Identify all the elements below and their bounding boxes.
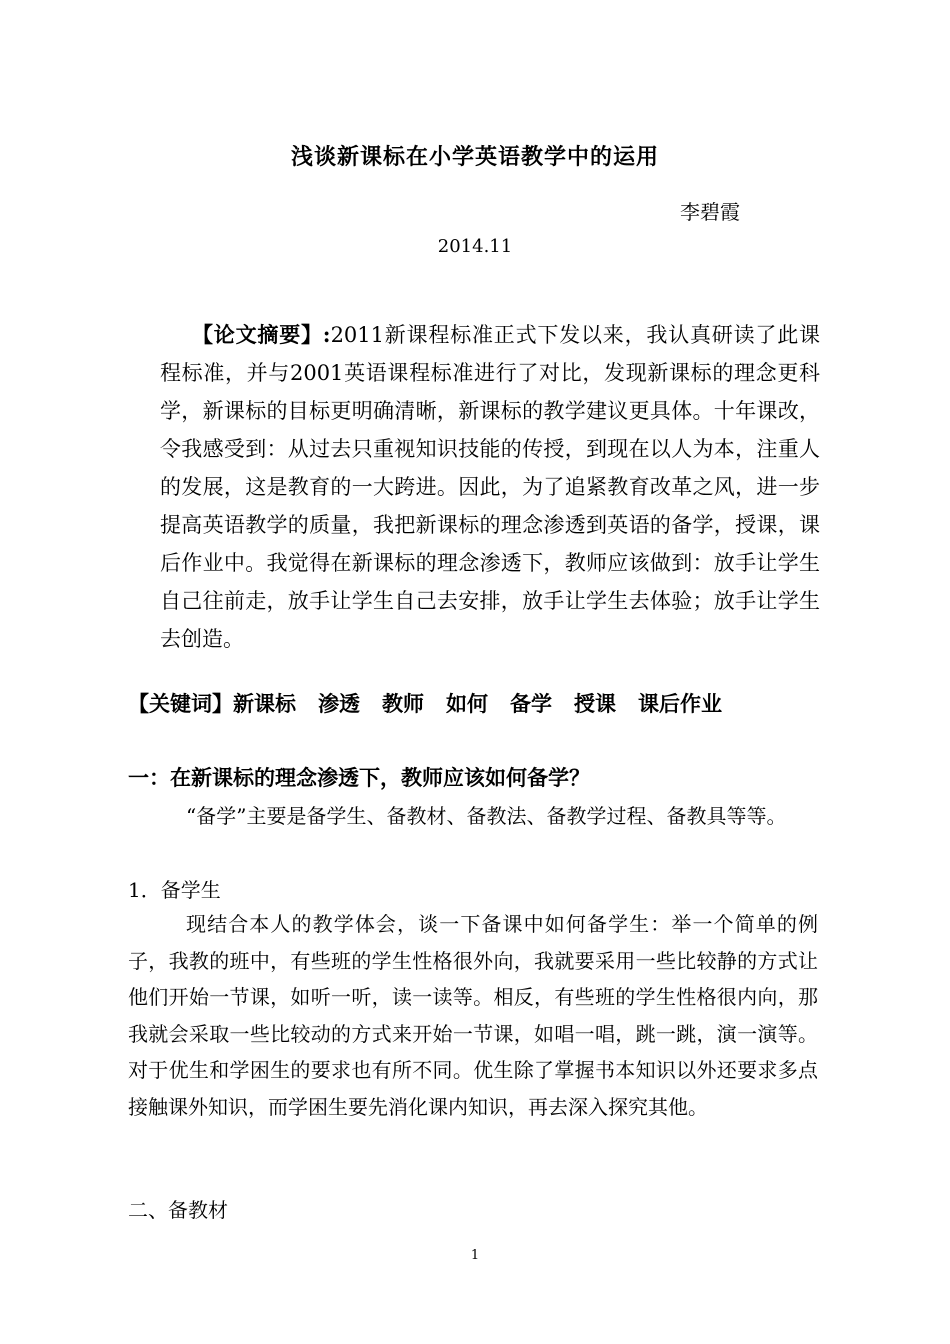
keyword: 教师 [382,691,424,716]
page-number: 1 [470,1248,480,1263]
keywords-label: 【关键词】 [128,691,233,716]
section-intro: “备学”主要是备学生、备教材、备教法、备教学过程、备教具等等。 [186,804,787,828]
keyword: 新课标 [233,691,296,716]
keyword: 如何 [446,691,488,716]
document-date: 2014.11 [437,236,513,257]
abstract-label: 【论文摘要】: [192,322,331,347]
subsection-paragraph: 现结合本人的教学体会，谈一下备课中如何备学生：举一个简单的例子，我教的班中，有些班的学生性格很外向，我就要采用一些比较静的方式让他们开始一节课，如听一听，读一读等。相反，有些班的学生性格很内向，那我就会采取一些比较动的方式来开始一节课，如唱一唱，跳一跳，演一演等。对于优生和学困生的要求也有所不同。优生除了掌握书本知识以外还要求多点接触课外知识，而学困生要先消化课内知识，再去深入探究其他。 [128,912,818,1119]
subsection-title: 1．备学生 [128,878,221,902]
abstract-text: 2011新课程标准正式下发以来，我认真研读了此课程标准，并与2001英语课程标准进行了对比，发现新课标的理念更科学，新课标的目标更明确清晰，新课标的教学建议更具体。十年课改，令我感受到：从过去只重视知识技能的传授，到现在以人为本，注重人的发展，这是教育的一大跨进。因此，为了追紧教育改革之风，进一步提高英语教学的质量，我把新课标的理念渗透到英语的备学，授课，课后作业中。我觉得在新课标的理念渗透下，教师应该做到：放手让学生自己往前走，放手让学生自己去安排，放手让学生去体验；放手让学生去创造。 [160,323,820,651]
keyword: 课后作业 [638,691,722,716]
section-heading: 一：在新课标的理念渗透下，教师应该如何备学？ [128,765,590,790]
abstract-paragraph [160,316,820,658]
author-name: 李碧霞 [680,200,740,224]
keyword: 备学 [510,691,552,716]
keyword: 渗透 [318,691,360,716]
keyword: 授课 [574,691,616,716]
subsection-title: 二、备教材 [128,1198,228,1222]
keywords-line [128,688,744,718]
document-title: 浅谈新课标在小学英语教学中的运用 [290,144,659,170]
